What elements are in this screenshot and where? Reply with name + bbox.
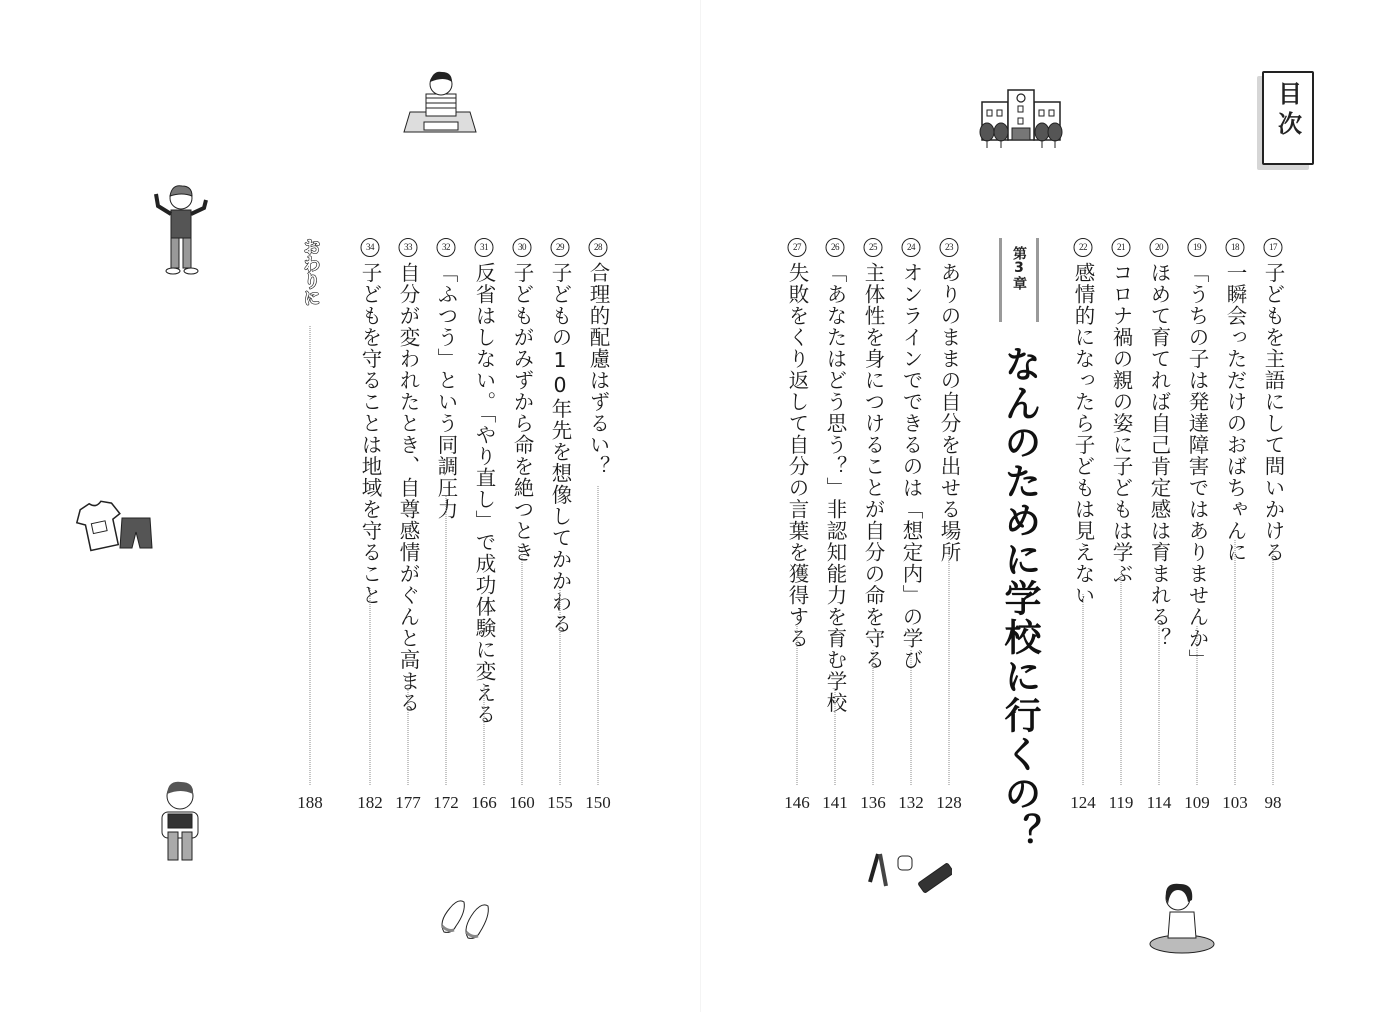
entry-number: 18 (1226, 238, 1245, 257)
toc-entry[interactable] (469, 238, 499, 813)
entry-page-number: 103 (1222, 793, 1248, 812)
entry-page-number: 119 (1108, 793, 1134, 812)
dotted-leader (1083, 594, 1084, 785)
entry-title: ありのままの自分を出せる場所 (937, 262, 961, 563)
entry-number: 27 (788, 238, 807, 257)
entry-page-number: 132 (898, 793, 924, 812)
entry-number: 30 (513, 238, 532, 257)
dotted-leader (1197, 626, 1198, 785)
dotted-leader (484, 688, 485, 785)
entry-title: 子どもを主語にして問いかける (1261, 262, 1285, 563)
toc-entry[interactable] (431, 238, 461, 813)
entry-title: 「うちの子は発達障害ではありませんか」 (1185, 262, 1209, 671)
toc-entry[interactable] (1144, 238, 1174, 813)
school-building-illustration (978, 88, 1064, 154)
girl-sitting-illustration (1148, 880, 1218, 954)
toc-entry[interactable] (545, 238, 575, 813)
entry-number: 28 (589, 238, 608, 257)
toc-entry[interactable] (1220, 238, 1250, 813)
toc-entry-afterword[interactable] (295, 238, 325, 813)
dotted-leader (1235, 540, 1236, 785)
child-with-game-console-illustration (148, 776, 212, 866)
toc-entry[interactable] (1106, 238, 1136, 813)
pencils-eraser-case-illustration (862, 848, 952, 896)
child-reading-book-illustration (400, 66, 480, 136)
toc-entry[interactable] (896, 238, 926, 813)
entry-page-number: 160 (509, 793, 535, 812)
entry-number: 26 (826, 238, 845, 257)
entry-number: 32 (437, 238, 456, 257)
entry-page-number: 172 (433, 793, 459, 812)
toc-entry[interactable] (934, 238, 964, 813)
chapter-label-box (999, 238, 1039, 322)
entry-title: 子どもがみずから命を絶つとき (510, 262, 534, 563)
entry-page-number: 150 (585, 793, 611, 812)
entry-page-number: 155 (547, 793, 573, 812)
gym-clothes-illustration (72, 500, 154, 552)
entry-number: 34 (361, 238, 380, 257)
entry-title: 感情的になったら子どもは見えない (1071, 262, 1095, 606)
toc-entry[interactable] (782, 238, 812, 813)
afterword-page-number: 188 (297, 793, 323, 812)
child-flexing-arms-illustration (150, 180, 212, 276)
dotted-leader (835, 690, 836, 785)
afterword-title: おわりに (299, 238, 320, 306)
dotted-leader (1273, 548, 1274, 785)
entry-page-number: 166 (471, 793, 497, 812)
toc-entry[interactable] (820, 238, 850, 813)
entry-number: 20 (1150, 238, 1169, 257)
chapter-label: 第3章 (1011, 246, 1027, 290)
entry-number: 24 (902, 238, 921, 257)
entry-title: 主体性を身につけることが自分の命を守る (861, 262, 885, 671)
entry-page-number: 146 (784, 793, 810, 812)
toc-entry[interactable] (1258, 238, 1288, 813)
dotted-leader (949, 548, 950, 785)
entry-title: 合理的配慮はずるい？ (586, 262, 610, 477)
entry-title: 子どもの10年先を想像してかかわる (548, 262, 572, 635)
entry-title: 自分が変われたとき、自尊感情がぐんと高まる (396, 262, 420, 714)
dotted-leader (310, 326, 311, 785)
dotted-leader (560, 588, 561, 785)
entry-number: 33 (399, 238, 418, 257)
entry-number: 31 (475, 238, 494, 257)
toc-entry[interactable] (393, 238, 423, 813)
toc-entry[interactable] (507, 238, 537, 813)
entry-page-number: 109 (1184, 793, 1210, 812)
dotted-leader (911, 650, 912, 785)
entry-title: 一瞬会っただけのおばちゃんに (1223, 262, 1247, 563)
dotted-leader (873, 650, 874, 785)
toc-label: 目次 (1273, 81, 1302, 141)
dotted-leader (1121, 572, 1122, 785)
entry-number: 29 (551, 238, 570, 257)
entry-title: 「あなたはどう思う？」非認知能力を育む学校 (823, 262, 847, 714)
entry-title: オンラインでできるのは「想定内」の学び (899, 262, 923, 671)
entry-page-number: 182 (357, 793, 383, 812)
toc-entry[interactable] (583, 238, 613, 813)
toc-entry[interactable] (1068, 238, 1098, 813)
dotted-leader (370, 588, 371, 785)
toc-label-tag (1262, 71, 1314, 165)
indoor-shoes-illustration (436, 892, 496, 942)
dotted-leader (408, 688, 409, 785)
toc-entry[interactable] (1182, 238, 1212, 813)
entry-number: 17 (1264, 238, 1283, 257)
entry-number: 21 (1112, 238, 1131, 257)
entry-number: 23 (940, 238, 959, 257)
entry-number: 19 (1188, 238, 1207, 257)
dotted-leader (1159, 626, 1160, 785)
dotted-leader (522, 548, 523, 785)
entry-page-number: 128 (936, 793, 962, 812)
chapter-title: なんのために学校に行くの？ (998, 345, 1041, 852)
entry-page-number: 177 (395, 793, 421, 812)
entry-title: ほめて育てれば自己肯定感は育まれる？ (1147, 262, 1171, 649)
entry-number: 22 (1074, 238, 1093, 257)
dotted-leader (797, 626, 798, 785)
entry-title: 子どもを守ることは地域を守ること (358, 262, 382, 606)
toc-entry[interactable] (858, 238, 888, 813)
entry-page-number: 124 (1070, 793, 1096, 812)
entry-title: 失敗をくり返して自分の言葉を獲得する (785, 262, 809, 649)
entry-page-number: 136 (860, 793, 886, 812)
entry-title: コロナ禍の親の姿に子どもは学ぶ (1109, 262, 1133, 585)
entry-page-number: 98 (1264, 793, 1282, 812)
entry-page-number: 141 (822, 793, 848, 812)
dotted-leader (598, 486, 599, 785)
entry-page-number: 114 (1146, 793, 1172, 812)
entry-title: 「ふつう」という同調圧力 (434, 262, 458, 520)
entry-number: 25 (864, 238, 883, 257)
page-gutter (700, 0, 701, 1012)
entry-title: 反省はしない。「やり直し」で成功体験に変える (472, 262, 496, 725)
toc-entry[interactable] (355, 238, 385, 813)
dotted-leader (446, 496, 447, 785)
